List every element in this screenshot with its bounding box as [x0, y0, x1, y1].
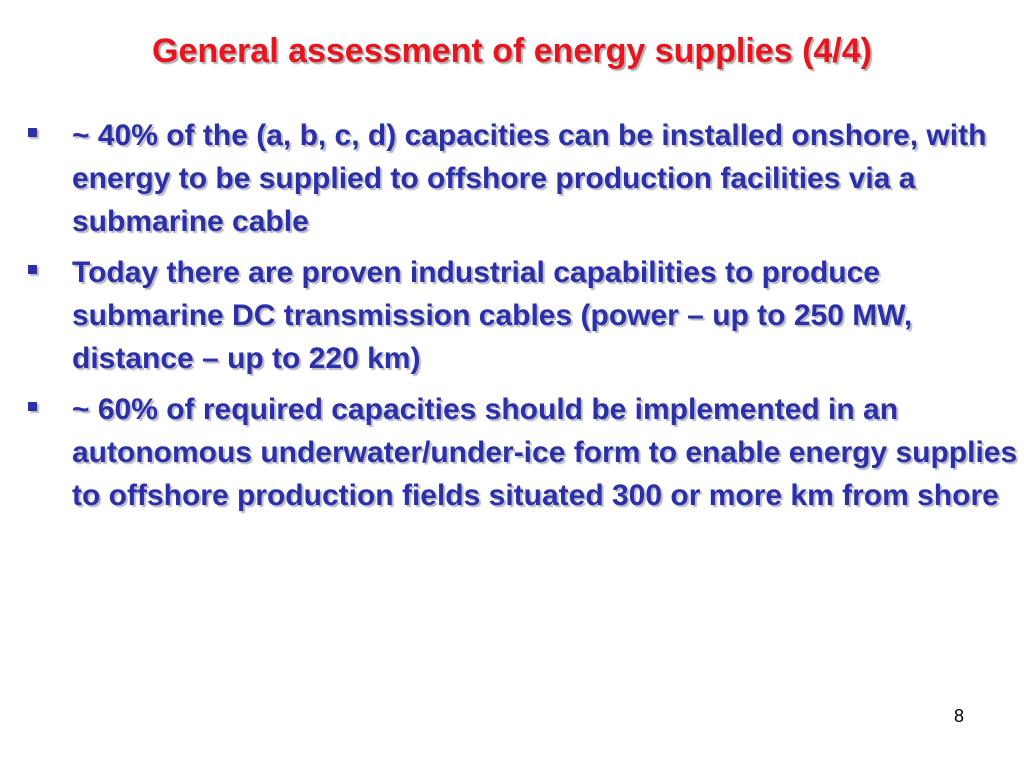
- bullet-item: [28, 251, 1018, 380]
- bullet-item: [28, 114, 1018, 243]
- page-number: 8: [953, 706, 964, 726]
- bullet-text: ~ 40% of the (a, b, c, d) capacities can be installed onshore, with energy to be supplied to offshore production facilities via a submarine cable: [72, 119, 987, 238]
- slide-title: General assessment of energy supplies (4/4): [152, 32, 872, 70]
- bullet-text: ~ 60% of required capacities should be implemented in an autonomous underwater/under-ice form to enable energy supplies to offshore production fields situated 300 or more km from shore: [72, 393, 1018, 512]
- bullet-list: [28, 114, 1018, 525]
- square-bullet-icon: [28, 402, 37, 411]
- bullet-text: Today there are proven industrial capabilities to produce submarine DC transmission cables (power – up to 250 MW, distance – up to 220 km): [72, 256, 913, 375]
- square-bullet-icon: [28, 128, 37, 137]
- bullet-item: [28, 388, 1018, 517]
- square-bullet-icon: [28, 265, 37, 274]
